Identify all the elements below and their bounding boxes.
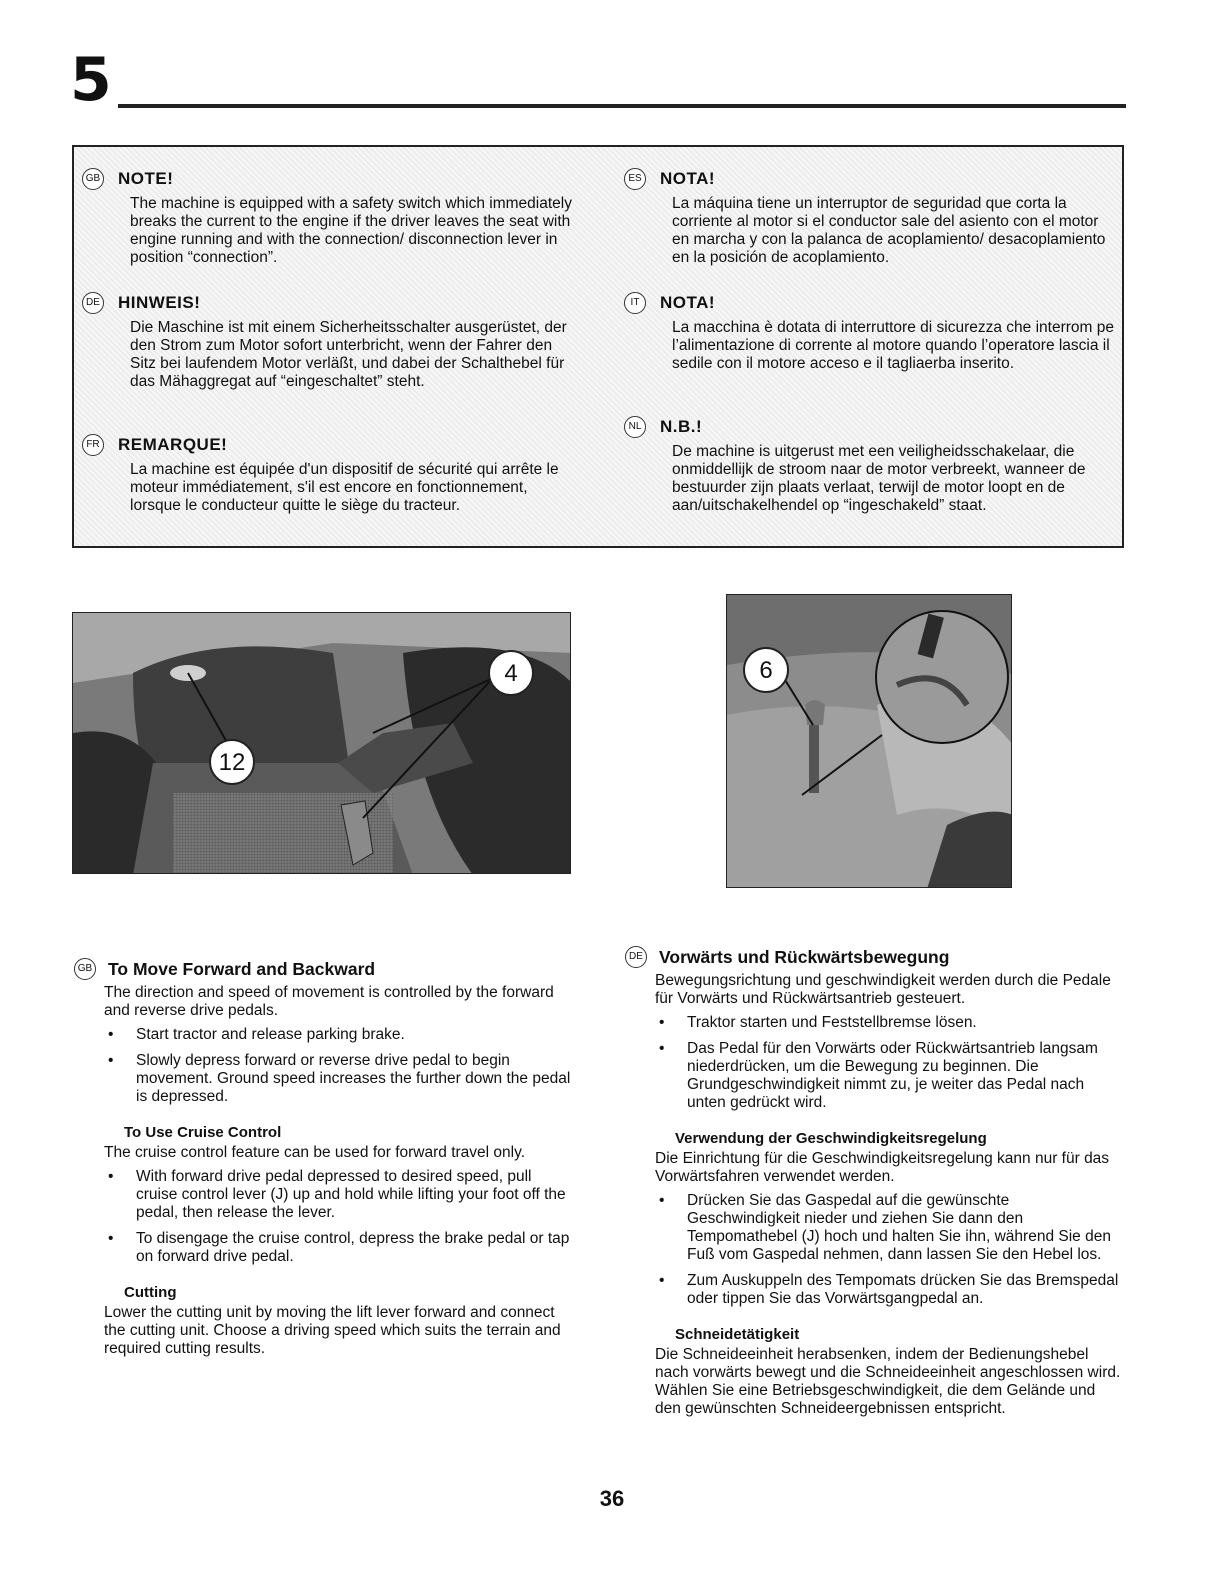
subsection-title: Schneidetätigkeit — [675, 1326, 800, 1343]
list-item: • Drücken Sie das Gaspedal auf die gewünschte Geschwindigkeit nieder und ziehen Sie dann den Tempomathebel (J) hoch und halten Sie ihn, während Sie den Fuß vom Gaspedal nehmen, dann lassen Sie den Hebel los. — [655, 1192, 1125, 1264]
lang-gb-icon: GB — [74, 958, 96, 980]
note-title: NOTA! — [660, 169, 716, 188]
note-text: De machine is uitgerust met een veiligheidsschakelaar, die onmiddellijk de stroom naar de motor verbreekt, wanneer de bestuurder zijn plaats verlaat, terwijl de motor loopt en de aan/uitschakelhendel op “ingeschakeld” staat. — [672, 443, 1086, 514]
lang-it-icon: IT — [624, 292, 646, 314]
note-text: The machine is equipped with a safety switch which immediately breaks the current to the engine if the driver leaves the seat with engine running and with the connection/ disconnection lever in position “connection”. — [130, 195, 572, 266]
tractor-pedals-photo — [72, 612, 571, 874]
list-item: • With forward drive pedal depressed to desired speed, pull cruise control lever (J) up and hold while lifting your foot off the pedal, then release the lever. — [104, 1168, 571, 1222]
note-text: Die Maschine ist mit einem Sicherheitsschalter ausgerüstet, der den Strom zum Motor sofort unterbricht, wenn der Fahrer den Sitz bei laufendem Motor verläßt, und dabei der Schalthebel für das Mähaggregat auf “eingeschaltet” steht. — [130, 319, 567, 390]
bullet-list — [104, 1026, 571, 1106]
subsection-text: Die Schneideeinheit herabsenken, indem der Bedienungshebel nach vorwärts bewegt und die Schneideeinheit angeschlossen wird. Wählen Sie eine Betriebsgeschwindigkeit, die dem Gelände und den gewünschten Schneideergebnissen entspricht. — [655, 1346, 1121, 1417]
bullet-list — [104, 1168, 571, 1266]
list-item: • Traktor starten und Feststellbremse lösen. — [655, 1014, 1125, 1032]
note-title: NOTE! — [118, 169, 174, 188]
section-intro: Bewegungsrichtung und geschwindigkeit werden durch die Pedale für Vorwärts und Rückwärtsantrieb gesteuert. — [655, 972, 1111, 1007]
list-item: • Zum Auskuppeln des Tempomats drücken Sie das Bremspedal oder tippen Sie das Vorwärtsgangpedal an. — [655, 1272, 1125, 1308]
list-item: • To disengage the cruise control, depress the brake pedal or tap on forward drive pedal. — [104, 1230, 571, 1266]
lang-gb-icon: GB — [82, 168, 104, 190]
german-column — [629, 946, 1125, 1418]
page-number: 36 — [599, 1486, 625, 1511]
lang-fr-icon: FR — [82, 434, 104, 456]
safety-note-box — [72, 145, 1124, 548]
list-item: • Start tractor and release parking brake. — [104, 1026, 571, 1044]
list-item: • Slowly depress forward or reverse drive pedal to begin movement. Ground speed increases the further down the pedal is depressed. — [104, 1052, 571, 1106]
cruise-lever-photo — [726, 594, 1012, 888]
note-title: N.B.! — [660, 417, 703, 436]
callout-12: 12 — [209, 739, 255, 785]
note-it — [626, 291, 1116, 373]
photo-illustration — [73, 613, 571, 874]
note-text: La macchina è dotata di interruttore di sicurezza che interrom pe l’alimentazione di corrente al motore quando l’operatore lascia il sedile con il motore acceso e il tagliaerba inserito. — [672, 319, 1114, 372]
subsection-title: Verwendung der Geschwindigkeitsregelung — [675, 1130, 987, 1147]
section-title: Vorwärts und Rückwärtsbewegung — [659, 947, 950, 967]
lang-de-icon: DE — [82, 292, 104, 314]
lang-de-icon: DE — [625, 946, 647, 968]
note-es — [626, 167, 1116, 267]
note-text: La máquina tiene un interruptor de seguridad que corta la corriente al motor si el conductor sale del asiento con el motor en marcha y con la palanca de acoplamiento/ desacoplamiento en la posición de acoplamiento. — [672, 195, 1106, 266]
note-de — [84, 291, 574, 391]
chapter-number: 5 — [70, 45, 112, 115]
note-gb — [84, 167, 574, 267]
section-intro: The direction and speed of movement is controlled by the forward and reverse drive pedals. — [104, 984, 554, 1019]
note-nl — [626, 415, 1116, 515]
photo-illustration — [727, 595, 1012, 888]
note-fr — [84, 433, 574, 515]
subsection-intro: Die Einrichtung für die Geschwindigkeitsregelung kann nur für das Vorwärtsfahren verwendet werden. — [655, 1150, 1110, 1185]
note-text: La machine est équipée d'un dispositif de sécurité qui arrête le moteur immédiatement, s'il est encore en fonctionnement, lorsque le conducteur quitte le siège du tracteur. — [130, 461, 559, 514]
section-title: To Move Forward and Backward — [108, 959, 376, 979]
lang-es-icon: ES — [624, 168, 646, 190]
note-title: HINWEIS! — [118, 293, 201, 312]
chapter-rule — [118, 104, 1126, 108]
callout-4: 4 — [488, 650, 534, 696]
callout-6: 6 — [743, 647, 789, 693]
bullet-list — [655, 1192, 1125, 1308]
subsection-text: Lower the cutting unit by moving the lift lever forward and connect the cutting unit. Choose a driving speed which suits the terrain and required cutting results. — [104, 1304, 561, 1357]
note-title: NOTA! — [660, 293, 716, 312]
bullet-list — [655, 1014, 1125, 1112]
english-column — [77, 958, 571, 1358]
subsection-intro: The cruise control feature can be used for forward travel only. — [104, 1144, 526, 1161]
lang-nl-icon: NL — [624, 416, 646, 438]
note-title: REMARQUE! — [118, 435, 228, 454]
subsection-title: Cutting — [124, 1284, 177, 1301]
list-item: • Das Pedal für den Vorwärts oder Rückwärtsantrieb langsam niederdrücken, um die Bewegung zu beginnen. Die Grundgeschwindigkeit nimmt zu, je weiter das Pedal nach unten gedrückt wird. — [655, 1040, 1125, 1112]
subsection-title: To Use Cruise Control — [124, 1124, 282, 1141]
